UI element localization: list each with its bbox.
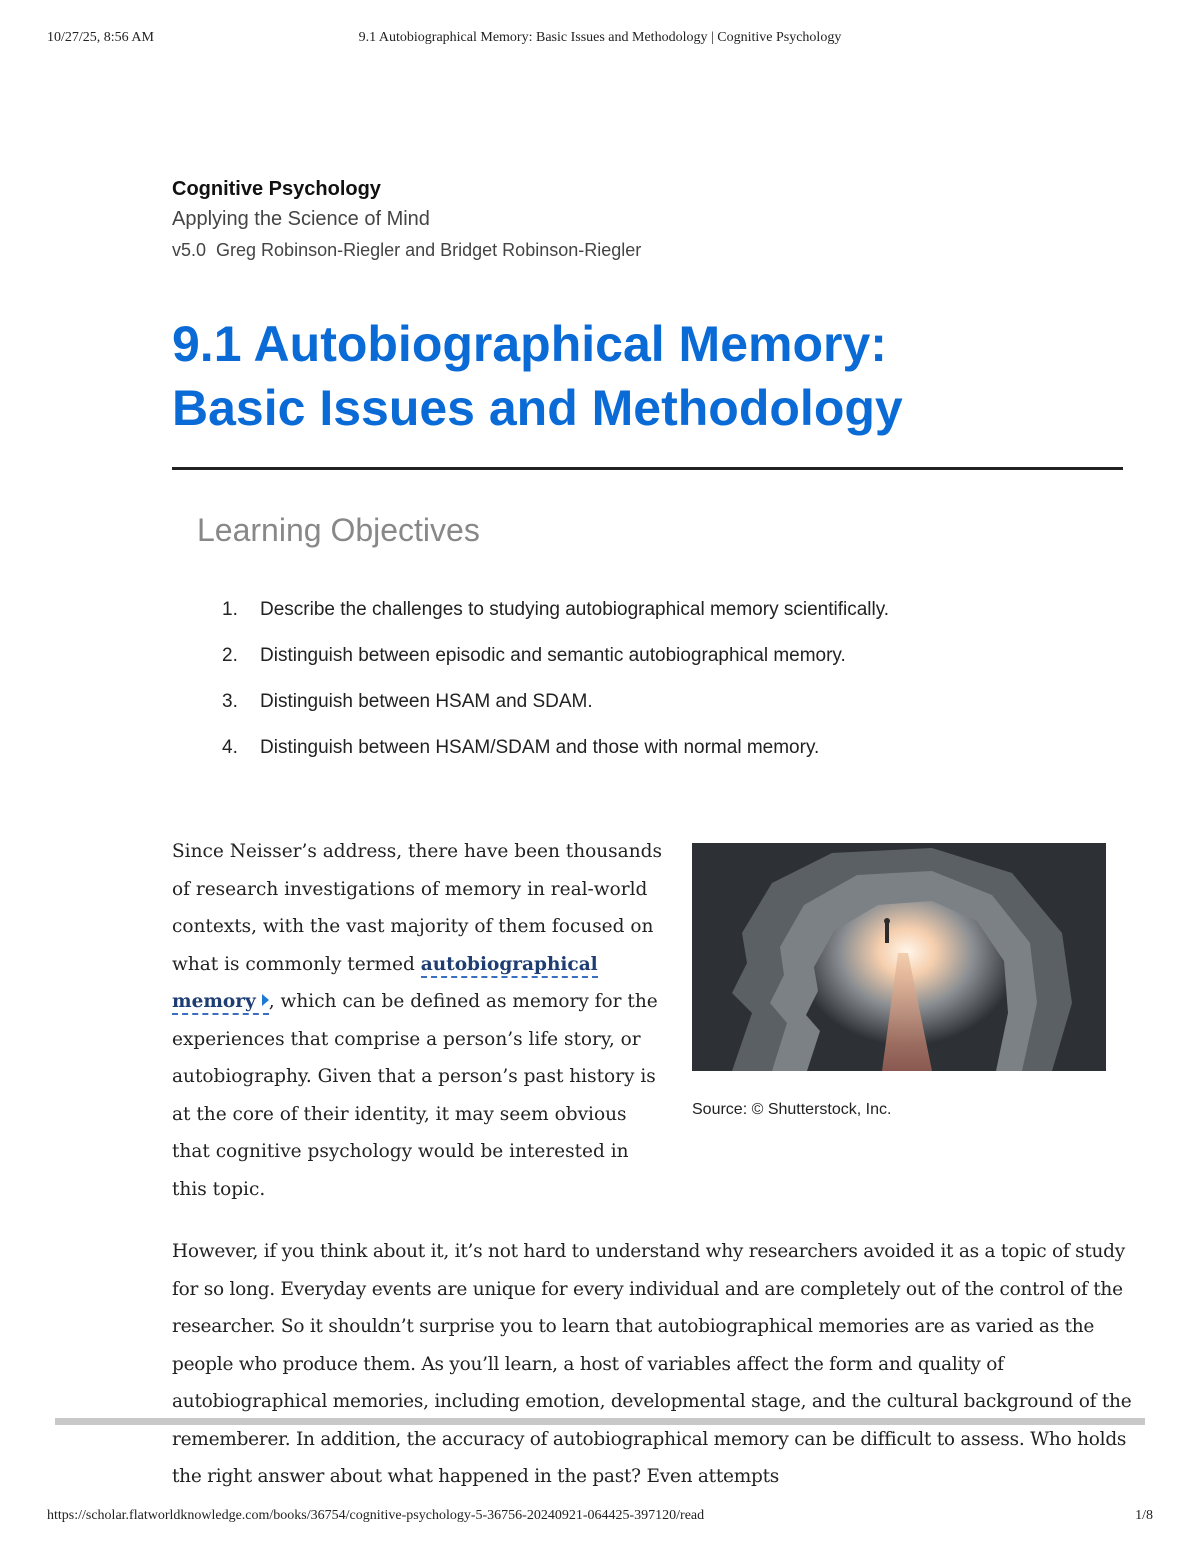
page-title-line-1: 9.1 Autobiographical Memory: [172,316,887,372]
book-subtitle: Applying the Science of Mind [172,208,430,230]
book-authors [172,238,641,262]
objective-text: Distinguish between episodic and semantic autobiographical memory. [260,645,846,666]
print-header [0,30,1200,50]
intro-text-after: , which can be defined as memory for the experiences that comprise a person’s life story, or autobiography. Given that a person’s past history is at the core of their identity, it may seem obvious that cognitive psychology would be interested in this topic. [172,991,658,1200]
print-date: 10/27/25, 8:56 AM [47,30,154,45]
book-version: v5.0 [172,240,207,260]
objective-number: 4. [222,737,238,758]
figure-image [692,843,1106,1071]
glossary-term-text[interactable]: autobiographical memory [172,953,598,1012]
objective-item [222,690,889,714]
learning-objectives-heading: Learning Objectives [197,512,480,548]
book-authors-names: Greg Robinson-Riegler and Bridget Robinson-Riegler [216,240,642,260]
head-silhouette-illustration [692,843,1106,1071]
page-title-line-2: Basic Issues and Methodology [172,380,903,436]
horizontal-scrollbar[interactable] [55,1418,1145,1425]
learning-objectives-list [222,598,889,782]
book-title: Cognitive Psychology [172,178,381,200]
objective-number: 3. [222,691,238,712]
print-page-title: 9.1 Autobiographical Memory: Basic Issues and Methodology | Cognitive Psychology [358,30,842,45]
page-number: 1/8 [1135,1508,1153,1523]
objective-item [222,598,889,622]
objective-item [222,644,889,668]
book-info [172,176,641,262]
intro-text-before: Since Neisser’s address, there have been thousands of research investigations of memory in real-world contexts, with the vast majority of them focused on what is commonly termed [172,841,662,975]
print-url: https://scholar.flatworldknowledge.com/books/36754/cognitive-psychology-5-36756-20240921-064425-397120/read [47,1508,705,1523]
objective-item [222,736,889,760]
figure-caption: Source: © Shutterstock, Inc. [692,1101,892,1118]
print-footer [0,1508,1200,1528]
page-title [172,312,1132,440]
intro-paragraph [172,833,662,1208]
objective-number: 1. [222,599,238,620]
title-divider [172,467,1123,470]
objective-number: 2. [222,645,238,666]
objective-text: Distinguish between HSAM/SDAM and those with normal memory. [260,737,820,758]
objective-text: Distinguish between HSAM and SDAM. [260,691,593,712]
objective-text: Describe the challenges to studying autobiographical memory scientifically. [260,599,890,620]
caret-right-icon[interactable] [262,994,269,1006]
body-paragraph: However, if you think about it, it’s not hard to understand why researchers avoided it as a topic of study for so long. Everyday events are unique for every individual and are completely out of the control of the researcher. So it shouldn’t surprise you to learn that autobiographical memories are as varied as the people who produce them. As you’ll learn, a host of variables affect the form and quality of autobiographical memories, including emotion, developmental stage, and the cultural background of the rememberer. In addition, the accuracy of autobiographical memory can be difficult to assess. Who holds the right answer about what happened in the past? Even attempts [172,1241,1132,1487]
